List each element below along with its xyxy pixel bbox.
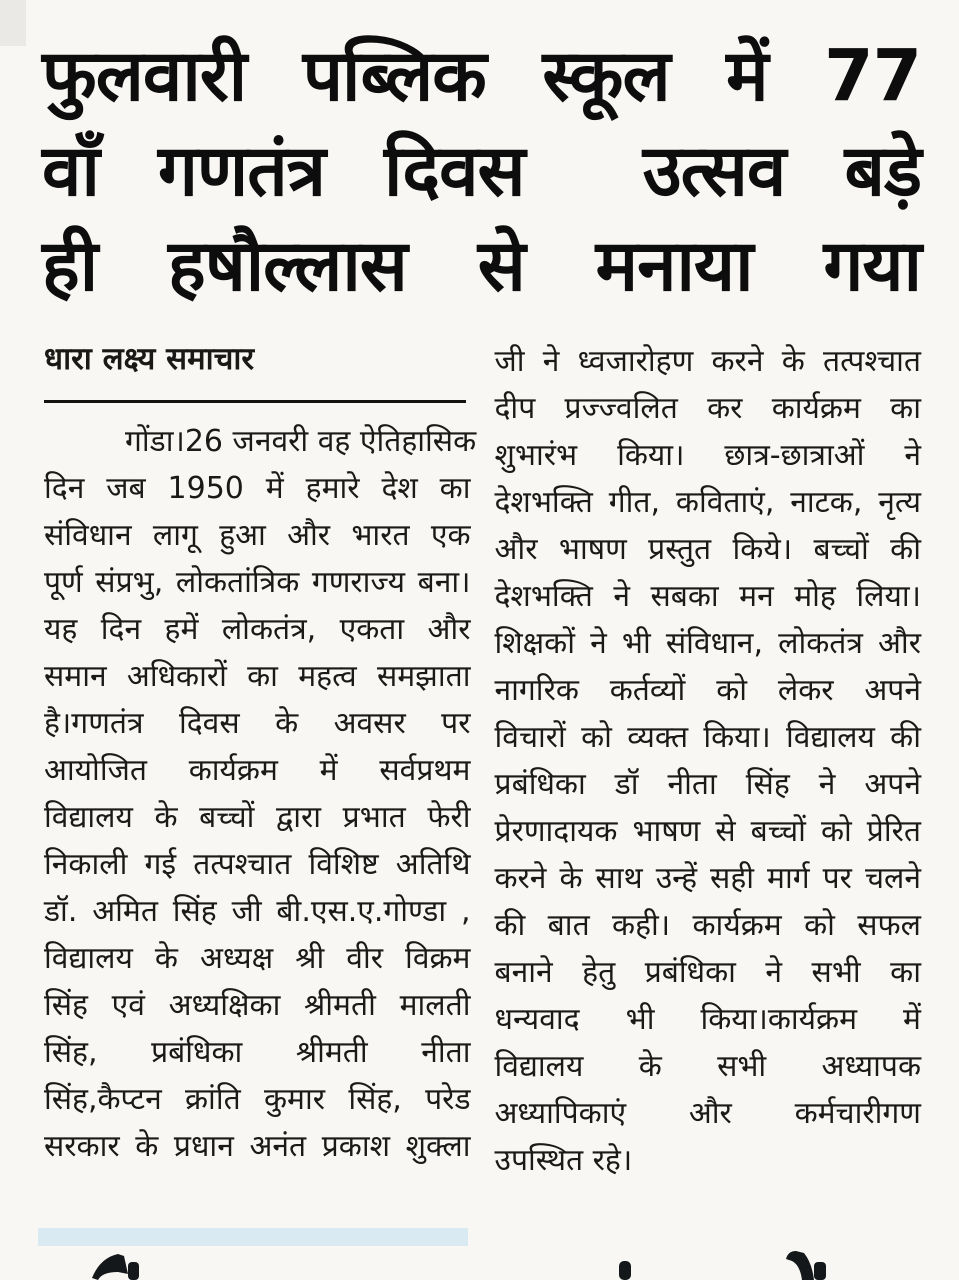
text-line: विचारों को व्यक्त किया। विद्यालय की <box>494 720 921 755</box>
text-line: ही हषौल्लास से मनाया गया <box>42 224 921 307</box>
text-line: प्रबंधिका डॉ नीता सिंह ने अपने <box>494 767 921 802</box>
text-line: दीप प्रज्ज्वलित कर कार्यक्रम का <box>494 391 921 426</box>
text-line: अध्यापिकाएं और कर्मचारीगण <box>494 1096 921 1131</box>
byline: धारा लक्ष्य समाचार <box>44 341 255 377</box>
text-line: नागरिक कर्तव्यों को लेकर अपने <box>494 673 921 708</box>
text-line: शिक्षकों ने भी संविधान, लोकतंत्र और <box>494 626 921 661</box>
scan-edge-shade <box>0 0 26 46</box>
text-line: सिंह एवं अध्यक्षिका श्रीमती मालती <box>44 988 471 1023</box>
text-line: देशभक्ति गीत, कविताएं, नाटक, नृत्य <box>494 485 921 520</box>
text-line: है।गणतंत्र दिवस के अवसर पर <box>44 706 471 741</box>
byline-divider-rule <box>44 400 466 403</box>
text-line: दिन जब 1950 में हमारे देश का <box>44 471 471 506</box>
text-line: यह दिन हमें लोकतंत्र, एकता और <box>44 612 471 647</box>
text-line: गोंडा।26 जनवरी वह ऐतिहासिक <box>125 424 477 459</box>
article-headline <box>42 28 921 313</box>
text-line: धन्यवाद भी किया।कार्यक्रम में <box>494 1002 921 1037</box>
left-column-text <box>44 418 477 1170</box>
text-line: समान अधिकारों का महत्व समझाता <box>44 659 471 694</box>
text-line: सरकार के प्रधान अनंत प्रकाश शुक्ला <box>44 1129 471 1164</box>
text-line: जी ने ध्वजारोहण करने के तत्पश्चात <box>494 344 921 379</box>
text-line: विद्यालय के अध्यक्ष श्री वीर विक्रम <box>44 941 471 976</box>
text-line: विद्यालय के सभी अध्यापक <box>494 1049 921 1084</box>
text-line: बनाने हेतु प्रबंधिका ने सभी का <box>494 955 921 990</box>
right-column-text <box>495 338 922 1184</box>
text-line: प्रेरणादायक भाषण से बच्चों को प्रेरित <box>494 814 921 849</box>
right-column <box>495 338 922 1184</box>
text-line: शुभारंभ किया। छात्र-छात्राओं ने <box>494 438 921 473</box>
text-line: और भाषण प्रस्तुत किये। बच्चों की <box>494 532 921 567</box>
text-line: फुलवारी पब्लिक स्कूल में 77 <box>42 34 921 117</box>
text-line: उपस्थित रहे। <box>494 1143 633 1178</box>
text-line: संविधान लागू हुआ और भारत एक <box>44 518 471 553</box>
article-body <box>44 338 921 1184</box>
text-line: सिंह, प्रबंधिका श्रीमती नीता <box>44 1035 471 1070</box>
cutoff-glyph-fragment-middle <box>618 1261 632 1280</box>
text-line: देशभक्ति ने सबका मन मोह लिया। <box>494 579 921 614</box>
text-line: पूर्ण संप्रभु, लोकतांत्रिक गणराज्य बना। <box>44 565 471 600</box>
text-line: निकाली गई तत्पश्चात विशिष्ट अतिथि <box>44 847 471 882</box>
left-column <box>44 338 477 1184</box>
highlight-bar <box>38 1228 468 1246</box>
cutoff-glyph-fragment-left <box>88 1250 140 1280</box>
text-line: विद्यालय के बच्चों द्वारा प्रभात फेरी <box>44 800 471 835</box>
text-line: डॉ. अमित सिंह जी बी.एस.ए.गोण्डा , <box>44 894 471 929</box>
text-line: आयोजित कार्यक्रम में सर्वप्रथम <box>44 753 471 788</box>
text-line: वाँ गणतंत्र दिवस उत्सव बड़े <box>42 129 921 212</box>
text-line: सिंह,कैप्टन क्रांति कुमार सिंह, परेड <box>44 1082 471 1117</box>
text-line: की बात कही। कार्यक्रम को सफल <box>494 908 921 943</box>
text-line: करने के साथ उन्हें सही मार्ग पर चलने <box>494 861 921 896</box>
cutoff-glyph-fragment-right <box>784 1249 828 1280</box>
